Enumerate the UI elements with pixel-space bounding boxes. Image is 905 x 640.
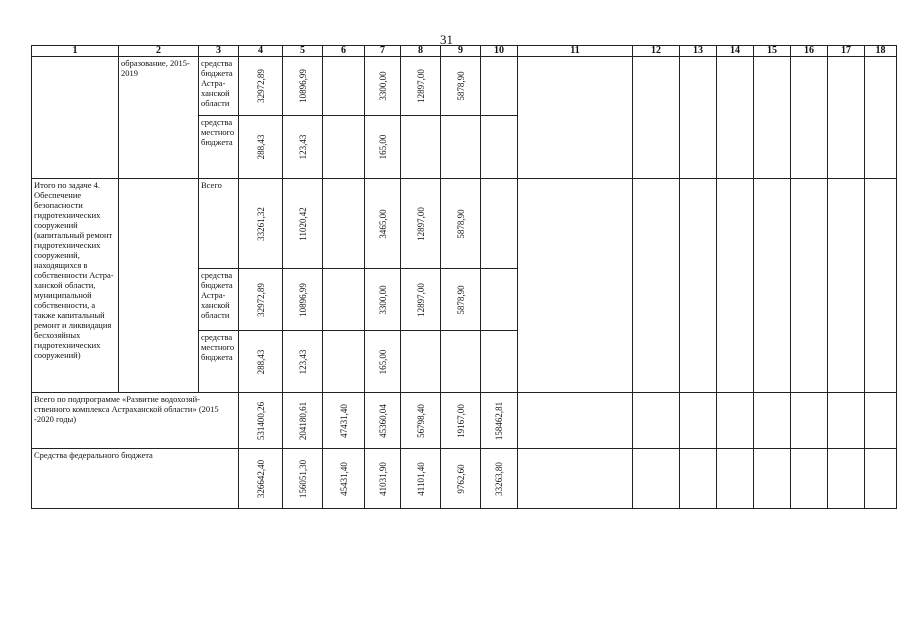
value-cell — [481, 449, 518, 509]
value-cell — [323, 449, 365, 509]
empty-cell-11 — [518, 179, 633, 393]
row-title: Всего по подпрограмме «Развитие водохозяй-ственного комплекса Астраханской области» (2015 -2020 годы) — [34, 394, 219, 424]
value-cell — [481, 179, 518, 269]
measure-name-cell — [119, 179, 199, 393]
value-cell — [283, 331, 323, 393]
value-c4: 288,43 — [255, 349, 266, 374]
value-cell — [283, 393, 323, 449]
value-c5: 11020,42 — [297, 206, 308, 241]
value-c4: 531400,26 — [255, 401, 266, 440]
value-cell — [401, 331, 441, 393]
empty-cell-13 — [680, 393, 717, 449]
column-header: 3 — [199, 46, 239, 57]
value-cell — [283, 116, 323, 179]
funding-source-cell — [199, 331, 239, 393]
row-title-cell — [32, 449, 239, 509]
value-cell — [441, 449, 481, 509]
value-c8: 41101,40 — [415, 461, 426, 496]
column-header: 2 — [119, 46, 199, 57]
empty-cell-12 — [633, 393, 680, 449]
value-c5: 123,43 — [297, 134, 308, 160]
value-cell — [283, 449, 323, 509]
empty-cell-11 — [518, 393, 633, 449]
empty-cell-16 — [791, 449, 828, 509]
value-cell — [401, 449, 441, 509]
funding-source: средства местного бюджета — [201, 117, 235, 147]
funding-source: средства бюджета Астра-ханской области — [201, 58, 233, 108]
value-cell — [365, 269, 401, 331]
value-cell — [401, 393, 441, 449]
value-cell — [365, 449, 401, 509]
row-title-cell — [32, 393, 239, 449]
empty-cell-16 — [791, 57, 828, 179]
value-c7: 165,00 — [377, 349, 388, 374]
value-c7: 3300,00 — [377, 284, 388, 315]
column-header: 18 — [865, 46, 897, 57]
value-c4: 32972,89 — [255, 69, 266, 103]
funding-source-cell — [199, 57, 239, 116]
value-cell — [401, 179, 441, 269]
value-c10: 33263,80 — [494, 461, 504, 496]
value-c5: 123,43 — [297, 349, 308, 374]
value-c5: 10896,99 — [297, 69, 308, 103]
empty-cell-11 — [518, 57, 633, 179]
table-row — [32, 393, 897, 449]
value-c7: 3465,00 — [377, 208, 388, 239]
column-header: 7 — [365, 46, 401, 57]
value-cell — [401, 116, 441, 179]
value-c8: 12897,00 — [415, 206, 426, 241]
value-cell — [323, 331, 365, 393]
value-c7: 41031,90 — [377, 461, 388, 496]
empty-cell-17 — [828, 57, 865, 179]
row-title-cell — [32, 57, 119, 179]
column-header: 14 — [717, 46, 754, 57]
value-cell — [239, 269, 283, 331]
empty-cell-12 — [633, 179, 680, 393]
value-c7: 3300,00 — [377, 71, 388, 101]
row-title: Итого по задаче 4. Обеспечение безопасности гидротехнических сооружений (капитальный ремонт гидротехнических сооружений, находящихся в собственности Астра-ханской области, муниципальной собственности, а также капитальный ремонт и ликвидация бесхозяйных гидротехнических сооружений) — [34, 180, 114, 360]
value-cell — [365, 116, 401, 179]
table-row — [32, 449, 897, 509]
column-header: 9 — [441, 46, 481, 57]
empty-cell-11 — [518, 449, 633, 509]
value-c10: 158462,81 — [494, 401, 504, 440]
column-header: 17 — [828, 46, 865, 57]
empty-cell-16 — [791, 179, 828, 393]
page-number: 31 — [440, 32, 453, 47]
value-cell — [239, 179, 283, 269]
column-header: 15 — [754, 46, 791, 57]
funding-source-cell — [199, 116, 239, 179]
value-cell — [239, 449, 283, 509]
value-c7: 45360,04 — [377, 403, 388, 438]
column-header: 6 — [323, 46, 365, 57]
empty-cell-17 — [828, 179, 865, 393]
value-c8: 12897,00 — [415, 69, 426, 103]
value-cell — [481, 331, 518, 393]
value-c9: 5878,90 — [455, 284, 466, 315]
measure-name-cell — [119, 57, 199, 179]
value-cell — [441, 57, 481, 116]
value-cell — [239, 57, 283, 116]
value-cell — [239, 331, 283, 393]
funding-source-cell — [199, 269, 239, 331]
column-header: 10 — [481, 46, 518, 57]
value-c9: 5878,90 — [455, 208, 466, 239]
column-header: 13 — [680, 46, 717, 57]
value-cell — [283, 269, 323, 331]
empty-cell-15 — [754, 449, 791, 509]
header-row — [32, 46, 897, 57]
value-cell — [283, 179, 323, 269]
row-title-cell — [32, 179, 119, 393]
value-c8: 12897,00 — [415, 282, 426, 317]
empty-cell-18 — [865, 393, 897, 449]
empty-cell-17 — [828, 449, 865, 509]
empty-cell-15 — [754, 393, 791, 449]
funding-source: Всего — [201, 180, 222, 190]
empty-cell-17 — [828, 393, 865, 449]
value-cell — [441, 331, 481, 393]
value-c4: 32972,89 — [255, 282, 266, 317]
value-c5: 10896,99 — [297, 282, 308, 317]
value-cell — [401, 57, 441, 116]
funding-source: средства бюджета Астра-ханской области — [201, 270, 233, 320]
value-cell — [365, 393, 401, 449]
column-header: 1 — [32, 46, 119, 57]
empty-cell-15 — [754, 57, 791, 179]
value-cell — [365, 331, 401, 393]
empty-cell-14 — [717, 57, 754, 179]
value-cell — [481, 116, 518, 179]
value-c5: 156051,30 — [297, 459, 308, 498]
column-header: 11 — [518, 46, 633, 57]
value-c9: 9762,60 — [455, 463, 466, 494]
value-cell — [441, 116, 481, 179]
value-c7: 165,00 — [377, 134, 388, 160]
value-cell — [323, 179, 365, 269]
value-c4: 288,43 — [255, 134, 266, 160]
value-c4: 326642,40 — [255, 459, 266, 498]
value-c6: 47431,40 — [338, 403, 349, 438]
column-header: 8 — [401, 46, 441, 57]
value-cell — [441, 393, 481, 449]
table-row — [32, 179, 897, 269]
funding-source-cell — [199, 179, 239, 269]
empty-cell-14 — [717, 179, 754, 393]
value-cell — [481, 269, 518, 331]
value-c9: 5878,90 — [455, 71, 466, 101]
value-c4: 33261,32 — [255, 206, 266, 241]
value-cell — [283, 57, 323, 116]
value-cell — [365, 57, 401, 116]
empty-cell-18 — [865, 57, 897, 179]
empty-cell-14 — [717, 393, 754, 449]
value-cell — [239, 116, 283, 179]
value-cell — [401, 269, 441, 331]
value-c8: 56798,40 — [415, 403, 426, 438]
empty-cell-14 — [717, 449, 754, 509]
column-header: 4 — [239, 46, 283, 57]
measure-name: образование, 2015-2019 — [121, 58, 190, 78]
empty-cell-18 — [865, 449, 897, 509]
value-cell — [481, 57, 518, 116]
value-cell — [323, 393, 365, 449]
budget-table — [31, 45, 897, 509]
funding-source: средства местного бюджета — [201, 332, 235, 362]
value-cell — [323, 57, 365, 116]
value-cell — [239, 393, 283, 449]
value-c9: 19167,00 — [455, 403, 466, 438]
value-c6: 45431,40 — [338, 461, 349, 496]
value-cell — [441, 269, 481, 331]
column-header: 16 — [791, 46, 828, 57]
empty-cell-18 — [865, 179, 897, 393]
empty-cell-13 — [680, 57, 717, 179]
empty-cell-16 — [791, 393, 828, 449]
value-cell — [441, 179, 481, 269]
empty-cell-12 — [633, 449, 680, 509]
table-row — [32, 57, 897, 116]
empty-cell-15 — [754, 179, 791, 393]
empty-cell-12 — [633, 57, 680, 179]
value-cell — [323, 116, 365, 179]
value-cell — [323, 269, 365, 331]
empty-cell-13 — [680, 179, 717, 393]
column-header: 12 — [633, 46, 680, 57]
value-cell — [365, 179, 401, 269]
value-cell — [481, 393, 518, 449]
value-c5: 204180,61 — [297, 401, 308, 440]
row-title: Средства федерального бюджета — [34, 450, 153, 460]
column-header: 5 — [283, 46, 323, 57]
empty-cell-13 — [680, 449, 717, 509]
